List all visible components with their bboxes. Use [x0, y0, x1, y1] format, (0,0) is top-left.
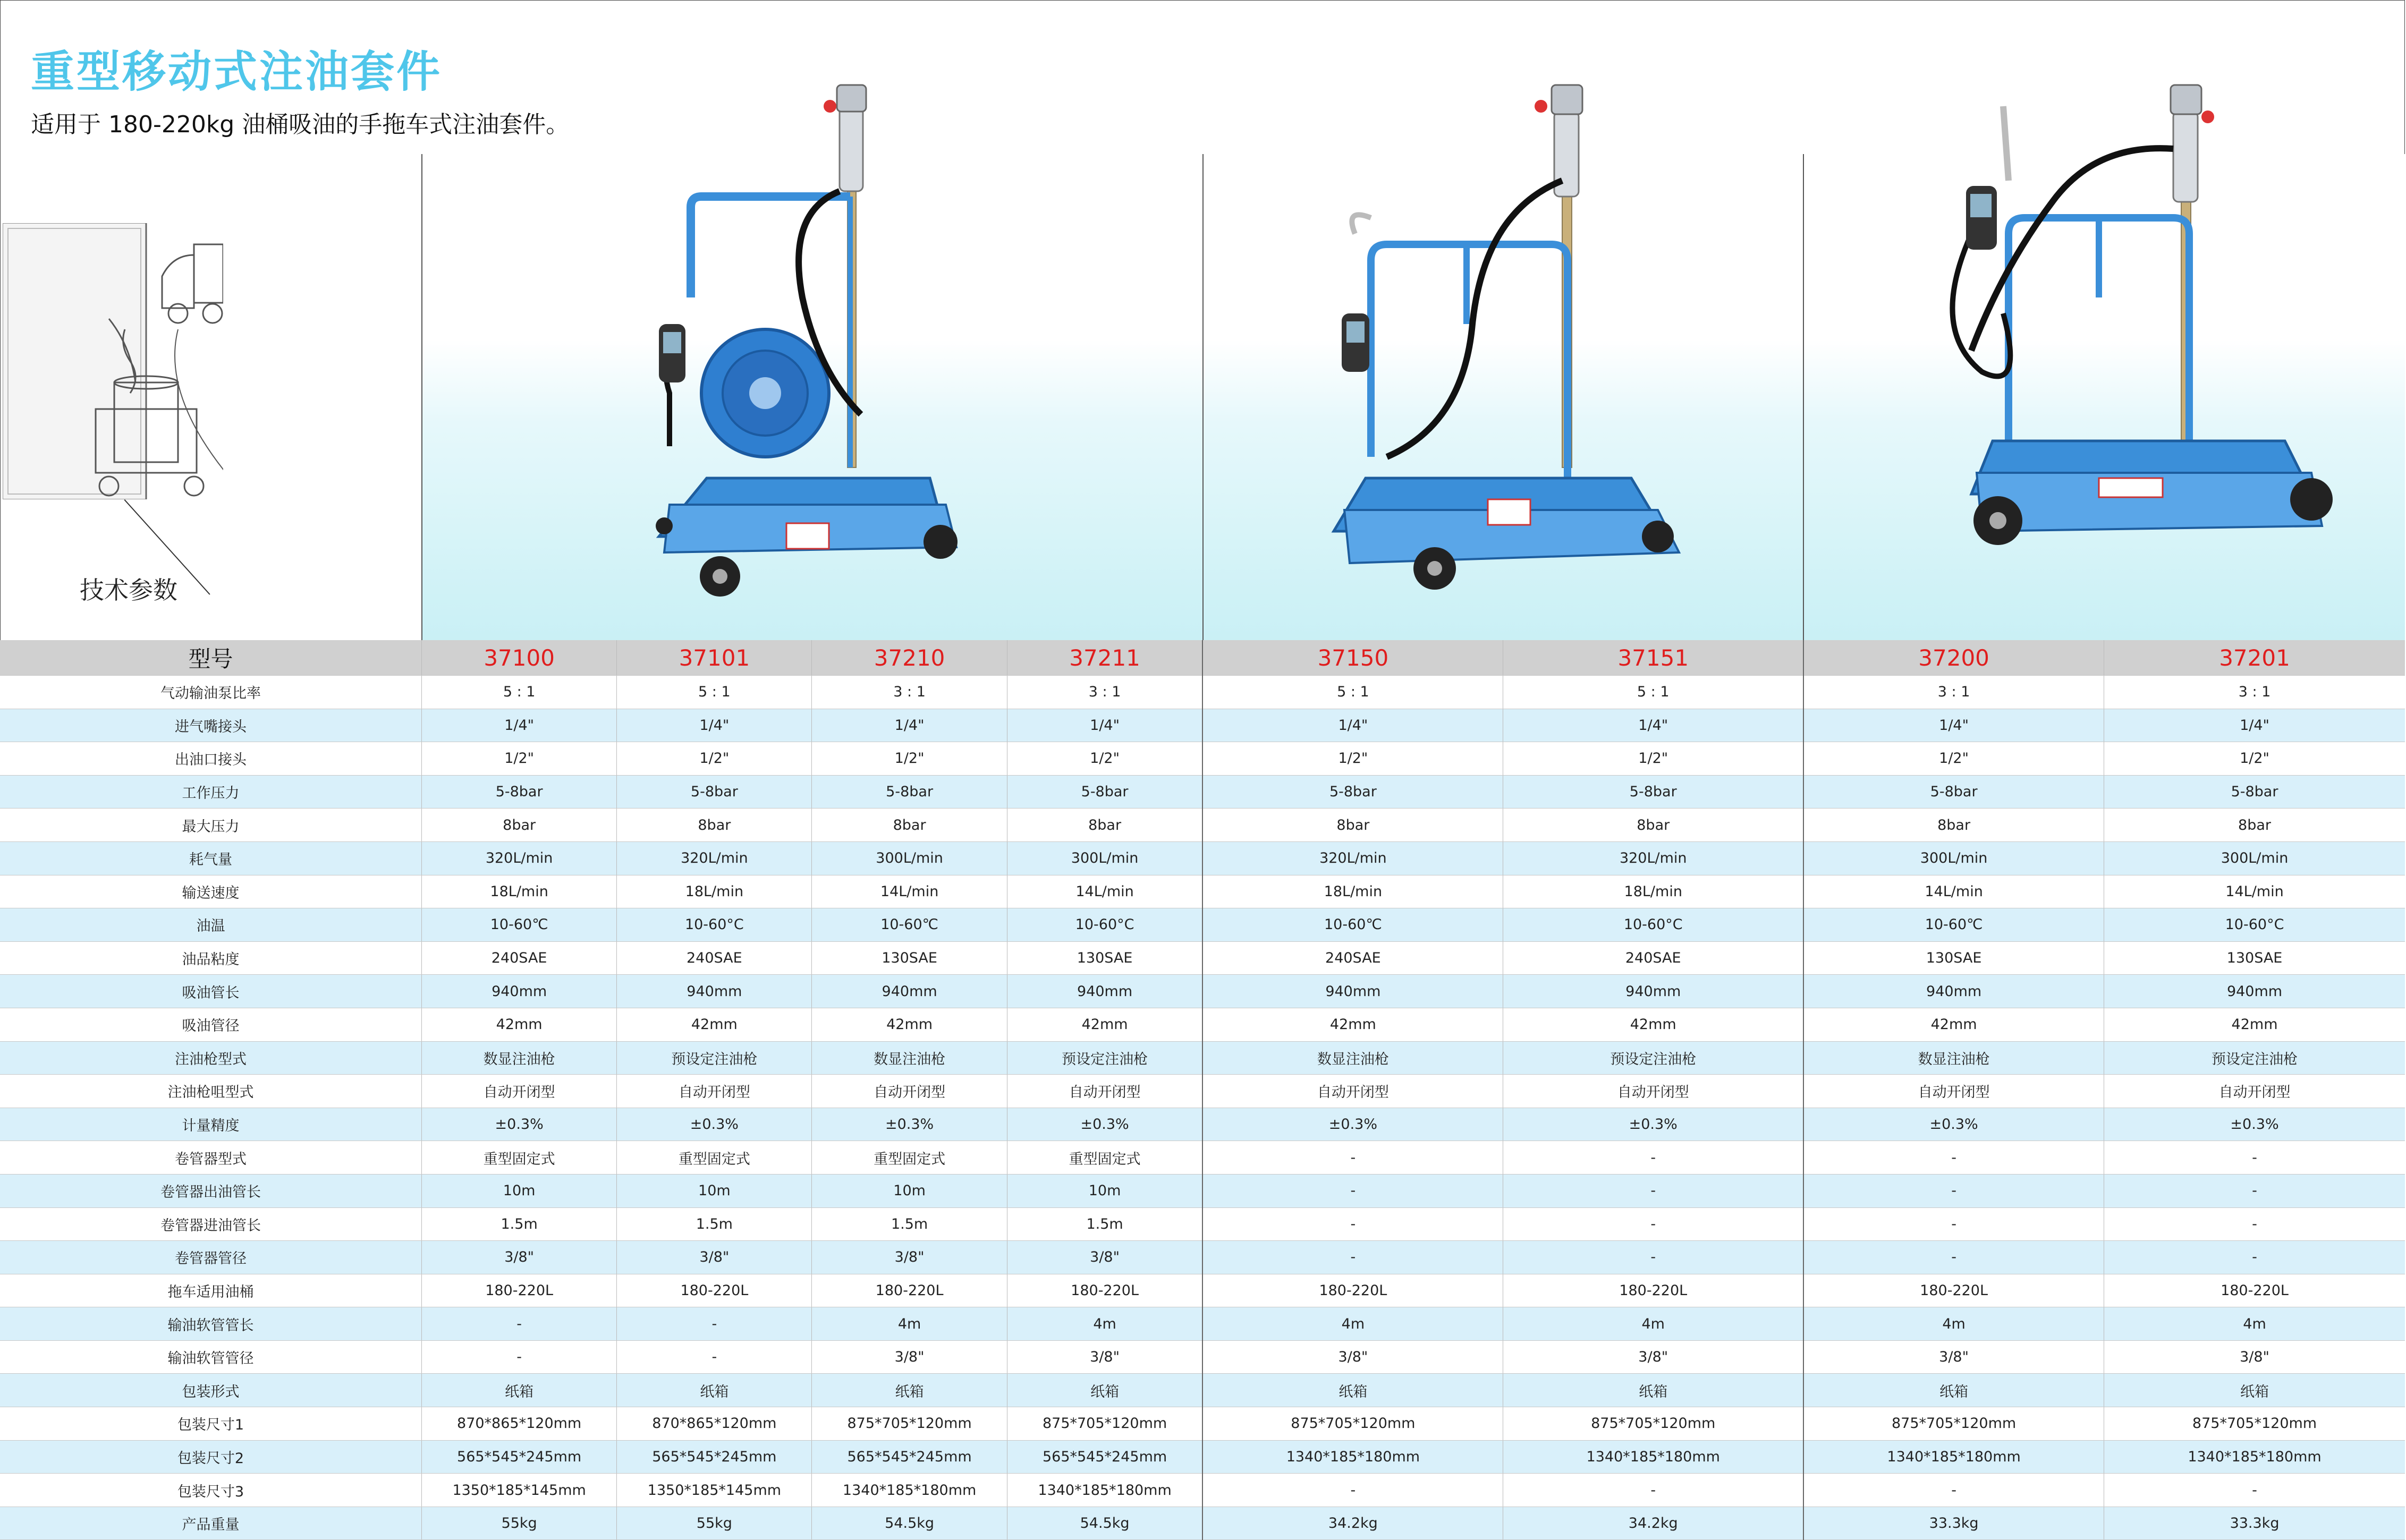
spec-value: 180-220L	[2104, 1274, 2405, 1307]
spec-value: -	[1503, 1207, 1803, 1241]
spec-value: 130SAE	[2104, 941, 2405, 975]
table-row	[0, 1108, 2405, 1141]
table-row	[0, 941, 2405, 975]
spec-value: 1.5m	[812, 1207, 1007, 1241]
spec-value: -	[1503, 1241, 1803, 1274]
spec-value: 565*545*245mm	[1007, 1440, 1202, 1474]
spec-value: ±0.3%	[812, 1108, 1007, 1141]
drum-trolley-sketch-image	[3, 223, 223, 499]
spec-value: 3/8"	[2104, 1340, 2405, 1374]
spec-value: 8bar	[1803, 809, 2104, 842]
spec-label: 卷管器型式	[0, 1141, 422, 1175]
spec-label: 注油枪咀型式	[0, 1075, 422, 1108]
spec-value: 纸箱	[1503, 1374, 1803, 1407]
model-header-label: 型号	[0, 640, 422, 676]
spec-table	[0, 640, 2405, 1540]
spec-value: 875*705*120mm	[1202, 1407, 1503, 1441]
spec-value: 10-60℃	[812, 908, 1007, 942]
spec-value: 5 : 1	[422, 676, 617, 709]
spec-label: 工作压力	[0, 775, 422, 809]
spec-value: 565*545*245mm	[617, 1440, 812, 1474]
spec-value: 42mm	[1503, 1008, 1803, 1041]
spec-value: 5-8bar	[617, 775, 812, 809]
spec-value: 54.5kg	[1007, 1507, 1202, 1540]
divider	[421, 154, 422, 643]
table-row	[0, 1075, 2405, 1108]
spec-value: 180-220L	[422, 1274, 617, 1307]
spec-value: 10-60°C	[1503, 908, 1803, 942]
spec-label: 包装尺寸2	[0, 1440, 422, 1474]
spec-value: 5-8bar	[1007, 775, 1202, 809]
digital-meter-trolley-image	[1939, 74, 2333, 600]
spec-value: 42mm	[1803, 1008, 2104, 1041]
spec-value: 180-220L	[617, 1274, 812, 1307]
spec-value: 8bar	[1007, 809, 1202, 842]
spec-value: 重型固定式	[812, 1141, 1007, 1175]
spec-value: 3/8"	[1803, 1340, 2104, 1374]
spec-value: 300L/min	[1007, 841, 1202, 875]
spec-value: -	[1202, 1241, 1503, 1274]
spec-value: 940mm	[1202, 975, 1503, 1008]
table-row	[0, 676, 2405, 709]
table-row	[0, 1274, 2405, 1307]
spec-value: -	[1202, 1474, 1503, 1507]
table-row	[0, 908, 2405, 942]
spec-value: 10-60℃	[1803, 908, 2104, 942]
spec-value: 34.2kg	[1202, 1507, 1503, 1540]
spec-value: 5 : 1	[1202, 676, 1503, 709]
spec-value: 纸箱	[1007, 1374, 1202, 1407]
model-number: 37151	[1503, 640, 1803, 676]
spec-value: 4m	[812, 1307, 1007, 1341]
spec-value: 180-220L	[1503, 1274, 1803, 1307]
spec-value: 940mm	[1007, 975, 1202, 1008]
model-number: 37210	[812, 640, 1007, 676]
spec-value: 1/2"	[1202, 742, 1503, 776]
spec-value: 4m	[2104, 1307, 2405, 1341]
spec-value: 130SAE	[1007, 941, 1202, 975]
spec-value: 自动开闭型	[812, 1075, 1007, 1108]
spec-value: -	[1202, 1141, 1503, 1175]
spec-label: 吸油管径	[0, 1008, 422, 1041]
spec-value: 130SAE	[812, 941, 1007, 975]
spec-value: -	[1803, 1241, 2104, 1274]
spec-value: 纸箱	[2104, 1374, 2405, 1407]
spec-value: 240SAE	[1503, 941, 1803, 975]
spec-value: 18L/min	[1202, 875, 1503, 908]
spec-value: 1340*185*180mm	[1503, 1440, 1803, 1474]
spec-value: 预设定注油枪	[617, 1041, 812, 1075]
spec-value: 4m	[1007, 1307, 1202, 1341]
spec-value: 1/4"	[1803, 709, 2104, 742]
spec-value: 重型固定式	[422, 1141, 617, 1175]
spec-value: ±0.3%	[1202, 1108, 1503, 1141]
spec-value: 33.3kg	[1803, 1507, 2104, 1540]
spec-value: 1/2"	[1803, 742, 2104, 776]
spec-value: 8bar	[617, 809, 812, 842]
spec-value: 5 : 1	[1503, 676, 1803, 709]
spec-label: 卷管器出油管长	[0, 1174, 422, 1207]
spec-value: 18L/min	[1503, 875, 1803, 908]
spec-value: 5-8bar	[1503, 775, 1803, 809]
spec-value: 10m	[422, 1174, 617, 1207]
spec-value: 875*705*120mm	[812, 1407, 1007, 1441]
spec-value: 4m	[1202, 1307, 1503, 1341]
spec-value: -	[2104, 1241, 2405, 1274]
spec-value: 1340*185*180mm	[1202, 1440, 1503, 1474]
spec-value: 320L/min	[1202, 841, 1503, 875]
spec-value: ±0.3%	[1007, 1108, 1202, 1141]
spec-value: 940mm	[1803, 975, 2104, 1008]
spec-value: 14L/min	[812, 875, 1007, 908]
spec-value: 34.2kg	[1503, 1507, 1803, 1540]
spec-value: 5-8bar	[2104, 775, 2405, 809]
table-row	[0, 1340, 2405, 1374]
spec-value: 5-8bar	[1803, 775, 2104, 809]
spec-value: 940mm	[617, 975, 812, 1008]
spec-value: 8bar	[1202, 809, 1503, 842]
model-number: 37200	[1803, 640, 2104, 676]
spec-value: 42mm	[812, 1008, 1007, 1041]
spec-value: 1/4"	[2104, 709, 2405, 742]
spec-value: 10m	[812, 1174, 1007, 1207]
table-row	[0, 1141, 2405, 1175]
spec-value: 54.5kg	[812, 1507, 1007, 1540]
model-number: 37101	[617, 640, 812, 676]
spec-value: 320L/min	[422, 841, 617, 875]
spec-value: -	[1803, 1474, 2104, 1507]
spec-value: 自动开闭型	[2104, 1075, 2405, 1108]
spec-value: 3/8"	[812, 1241, 1007, 1274]
spec-value: 42mm	[422, 1008, 617, 1041]
spec-value: 55kg	[617, 1507, 812, 1540]
model-number: 37201	[2104, 640, 2405, 676]
spec-value: 3 : 1	[2104, 676, 2405, 709]
spec-value: 自动开闭型	[617, 1075, 812, 1108]
spec-value: 1340*185*180mm	[812, 1474, 1007, 1507]
spec-value: 10m	[1007, 1174, 1202, 1207]
spec-value: 1.5m	[422, 1207, 617, 1241]
spec-label: 拖车适用油桶	[0, 1274, 422, 1307]
spec-value: 4m	[1503, 1307, 1803, 1341]
spec-value: 940mm	[1503, 975, 1803, 1008]
spec-value: 300L/min	[812, 841, 1007, 875]
spec-value: 870*865*120mm	[422, 1407, 617, 1441]
spec-label: 气动输油泵比率	[0, 676, 422, 709]
spec-label: 包装形式	[0, 1374, 422, 1407]
spec-value: -	[2104, 1174, 2405, 1207]
spec-value: 纸箱	[617, 1374, 812, 1407]
spec-value: 5 : 1	[617, 676, 812, 709]
spec-value: 数显注油枪	[422, 1041, 617, 1075]
spec-value: 870*865*120mm	[617, 1407, 812, 1441]
spec-value: 5-8bar	[812, 775, 1007, 809]
spec-value: 8bar	[422, 809, 617, 842]
spec-value: ±0.3%	[2104, 1108, 2405, 1141]
table-row	[0, 1474, 2405, 1507]
spec-value: 1350*185*145mm	[617, 1474, 812, 1507]
spec-value: 3/8"	[1202, 1340, 1503, 1374]
spec-value: 14L/min	[1007, 875, 1202, 908]
spec-label: 输油软管管长	[0, 1307, 422, 1341]
spec-value: 预设定注油枪	[1007, 1041, 1202, 1075]
spec-value: 875*705*120mm	[2104, 1407, 2405, 1441]
page-title: 重型移动式注油套件	[31, 47, 443, 97]
spec-value: 数显注油枪	[1803, 1041, 2104, 1075]
spec-value: 10-60°C	[1007, 908, 1202, 942]
table-row	[0, 742, 2405, 776]
spec-value: 纸箱	[1803, 1374, 2104, 1407]
table-row	[0, 1241, 2405, 1274]
spec-value: 自动开闭型	[422, 1075, 617, 1108]
spec-label: 油温	[0, 908, 422, 942]
spec-value: ±0.3%	[617, 1108, 812, 1141]
spec-value: 3/8"	[1007, 1241, 1202, 1274]
spec-value: -	[1503, 1174, 1803, 1207]
spec-value: -	[2104, 1207, 2405, 1241]
spec-value: 3/8"	[1503, 1340, 1803, 1374]
spec-label: 包装尺寸3	[0, 1474, 422, 1507]
spec-table-body	[0, 640, 2405, 1540]
table-row	[0, 1008, 2405, 1041]
spec-value: 1.5m	[617, 1207, 812, 1241]
table-row	[0, 841, 2405, 875]
table-row	[0, 809, 2405, 842]
spec-label: 产品重量	[0, 1507, 422, 1540]
table-row	[0, 1307, 2405, 1341]
spec-label: 输油软管管径	[0, 1340, 422, 1374]
spec-value: 8bar	[1503, 809, 1803, 842]
spec-value: -	[2104, 1141, 2405, 1175]
table-row	[0, 1440, 2405, 1474]
spec-value: 1/4"	[1202, 709, 1503, 742]
spec-value: 3/8"	[422, 1241, 617, 1274]
divider	[1202, 154, 1204, 643]
spec-value: 自动开闭型	[1202, 1075, 1503, 1108]
spec-value: 1/2"	[812, 742, 1007, 776]
spec-value: 5-8bar	[422, 775, 617, 809]
spec-value: 875*705*120mm	[1503, 1407, 1803, 1441]
spec-value: 自动开闭型	[1803, 1075, 2104, 1108]
spec-value: 240SAE	[617, 941, 812, 975]
spec-label: 耗气量	[0, 841, 422, 875]
table-row	[0, 1407, 2405, 1441]
spec-value: 1/2"	[617, 742, 812, 776]
spec-value: 18L/min	[422, 875, 617, 908]
spec-value: 18L/min	[617, 875, 812, 908]
spec-value: 1340*185*180mm	[2104, 1440, 2405, 1474]
table-row	[0, 1174, 2405, 1207]
model-number: 37211	[1007, 640, 1202, 676]
spec-value: 180-220L	[1007, 1274, 1202, 1307]
spec-label: 最大压力	[0, 809, 422, 842]
spec-value: -	[2104, 1474, 2405, 1507]
spec-value: 1/2"	[422, 742, 617, 776]
spec-value: 10-60℃	[1202, 908, 1503, 942]
spec-value: -	[1503, 1141, 1803, 1175]
spec-value: 1350*185*145mm	[422, 1474, 617, 1507]
spec-value: 180-220L	[1202, 1274, 1503, 1307]
spec-value: 10-60°C	[617, 908, 812, 942]
spec-value: ±0.3%	[422, 1108, 617, 1141]
spec-value: 自动开闭型	[1503, 1075, 1803, 1108]
spec-value: 1/2"	[1007, 742, 1202, 776]
spec-value: 3/8"	[812, 1340, 1007, 1374]
spec-value: 240SAE	[1202, 941, 1503, 975]
spec-value: 纸箱	[422, 1374, 617, 1407]
spec-value: 565*545*245mm	[812, 1440, 1007, 1474]
spec-value: -	[1803, 1174, 2104, 1207]
spec-value: 3/8"	[617, 1241, 812, 1274]
spec-label: 计量精度	[0, 1108, 422, 1141]
spec-value: 42mm	[1007, 1008, 1202, 1041]
spec-value: 3 : 1	[1803, 676, 2104, 709]
spec-value: ±0.3%	[1503, 1108, 1803, 1141]
spec-value: 300L/min	[2104, 841, 2405, 875]
model-number: 37100	[422, 640, 617, 676]
spec-value: -	[422, 1340, 617, 1374]
hose-trolley-image	[1312, 74, 1716, 600]
spec-value: 42mm	[617, 1008, 812, 1041]
table-row	[0, 975, 2405, 1008]
spec-value: 130SAE	[1803, 941, 2104, 975]
spec-value: 875*705*120mm	[1007, 1407, 1202, 1441]
spec-value: 565*545*245mm	[422, 1440, 617, 1474]
spec-value: 1/2"	[1503, 742, 1803, 776]
spec-value: -	[1202, 1174, 1503, 1207]
spec-value: 14L/min	[1803, 875, 2104, 908]
spec-value: 预设定注油枪	[1503, 1041, 1803, 1075]
model-number: 37150	[1202, 640, 1503, 676]
spec-value: 4m	[1803, 1307, 2104, 1341]
spec-value: 240SAE	[422, 941, 617, 975]
spec-value: 42mm	[1202, 1008, 1503, 1041]
spec-value: 重型固定式	[617, 1141, 812, 1175]
spec-label: 包装尺寸1	[0, 1407, 422, 1441]
tech-params-label: 技术参数	[80, 576, 177, 605]
spec-value: 自动开闭型	[1007, 1075, 1202, 1108]
spec-value: 预设定注油枪	[2104, 1041, 2405, 1075]
spec-value: 940mm	[812, 975, 1007, 1008]
spec-value: 3 : 1	[1007, 676, 1202, 709]
spec-label: 输送速度	[0, 875, 422, 908]
spec-value: 1/4"	[1007, 709, 1202, 742]
spec-value: -	[617, 1307, 812, 1341]
spec-value: -	[1503, 1474, 1803, 1507]
spec-value: 180-220L	[1803, 1274, 2104, 1307]
spec-value: 1.5m	[1007, 1207, 1202, 1241]
spec-value: -	[1803, 1207, 2104, 1241]
table-row	[0, 875, 2405, 908]
page-subtitle: 适用于 180-220kg 油桶吸油的手拖车式注油套件。	[31, 111, 570, 138]
spec-value: 1340*185*180mm	[1007, 1474, 1202, 1507]
spec-value: -	[1803, 1141, 2104, 1175]
hose-reel-trolley-image	[627, 74, 988, 606]
spec-value: 3/8"	[1007, 1340, 1202, 1374]
table-row	[0, 1207, 2405, 1241]
spec-value: 875*705*120mm	[1803, 1407, 2104, 1441]
spec-label: 卷管器进油管长	[0, 1207, 422, 1241]
spec-value: 1/4"	[422, 709, 617, 742]
spec-label: 注油枪型式	[0, 1041, 422, 1075]
table-row	[0, 1041, 2405, 1075]
spec-label: 卷管器管径	[0, 1241, 422, 1274]
spec-value: 重型固定式	[1007, 1141, 1202, 1175]
table-row	[0, 709, 2405, 742]
spec-value: -	[1202, 1207, 1503, 1241]
spec-value: 纸箱	[1202, 1374, 1503, 1407]
spec-value: ±0.3%	[1803, 1108, 2104, 1141]
spec-value: 55kg	[422, 1507, 617, 1540]
spec-value: 数显注油枪	[1202, 1041, 1503, 1075]
spec-value: -	[422, 1307, 617, 1341]
spec-value: 8bar	[812, 809, 1007, 842]
spec-value: 320L/min	[1503, 841, 1803, 875]
spec-value: 300L/min	[1803, 841, 2104, 875]
spec-value: 10-60℃	[422, 908, 617, 942]
spec-value: 14L/min	[2104, 875, 2405, 908]
spec-value: 33.3kg	[2104, 1507, 2405, 1540]
spec-value: 1/4"	[812, 709, 1007, 742]
spec-value: 8bar	[2104, 809, 2405, 842]
spec-value: 1340*185*180mm	[1803, 1440, 2104, 1474]
spec-value: 320L/min	[617, 841, 812, 875]
spec-label: 吸油管长	[0, 975, 422, 1008]
spec-value: 纸箱	[812, 1374, 1007, 1407]
divider	[1803, 154, 1804, 643]
spec-value: 940mm	[2104, 975, 2405, 1008]
spec-value: 42mm	[2104, 1008, 2405, 1041]
spec-value: 10m	[617, 1174, 812, 1207]
spec-value: -	[617, 1340, 812, 1374]
spec-value: 10-60°C	[2104, 908, 2405, 942]
spec-value: 940mm	[422, 975, 617, 1008]
table-row	[0, 1507, 2405, 1540]
spec-value: 3 : 1	[812, 676, 1007, 709]
spec-label: 油品粘度	[0, 941, 422, 975]
table-row	[0, 775, 2405, 809]
spec-value: 1/4"	[617, 709, 812, 742]
spec-value: 数显注油枪	[812, 1041, 1007, 1075]
spec-value: 5-8bar	[1202, 775, 1503, 809]
spec-value: 1/2"	[2104, 742, 2405, 776]
spec-label: 进气嘴接头	[0, 709, 422, 742]
spec-label: 出油口接头	[0, 742, 422, 776]
header-row	[0, 640, 2405, 676]
spec-value: 180-220L	[812, 1274, 1007, 1307]
spec-value: 1/4"	[1503, 709, 1803, 742]
table-row	[0, 1374, 2405, 1407]
